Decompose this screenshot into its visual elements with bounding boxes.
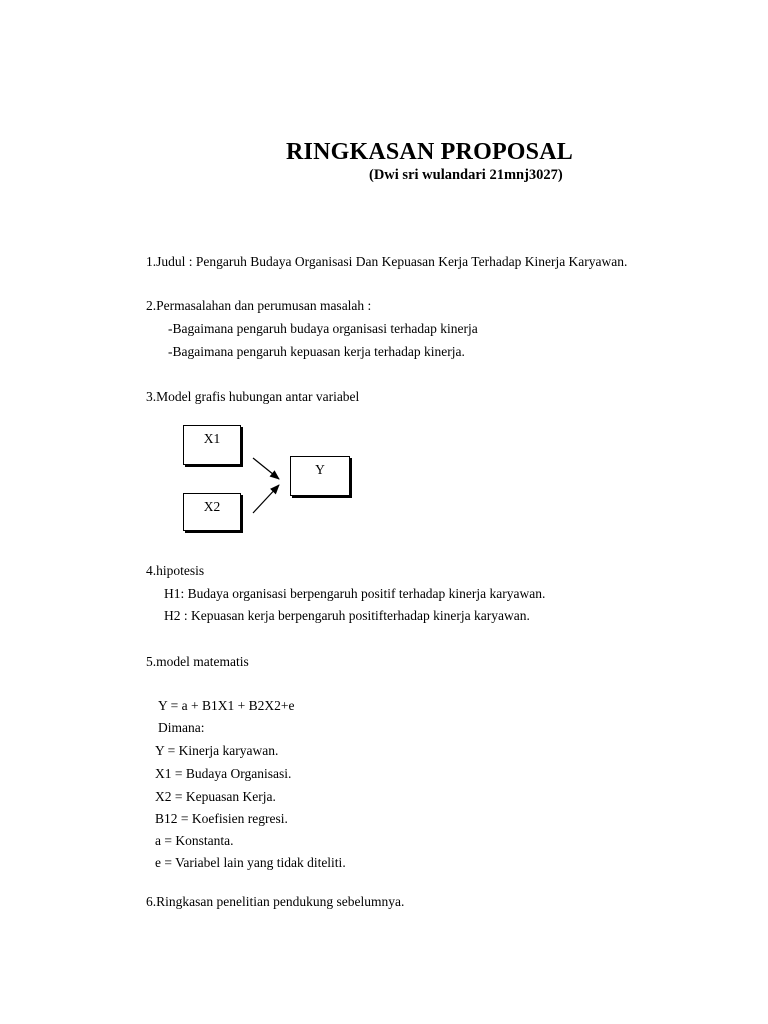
permasalahan-item-2: -Bagaimana pengaruh kepuasan kerja terhadap kinerja. [168,344,465,359]
document-title: RINGKASAN PROPOSAL [286,139,573,165]
dimana-label: Dimana: [158,720,205,735]
section-permasalahan-heading: 2.Permasalahan dan perumusan masalah : [146,298,372,313]
definition-x1: X1 = Budaya Organisasi. [155,766,292,781]
definition-a: a = Konstanta. [155,833,234,848]
document-subtitle: (Dwi sri wulandari 21mnj3027) [369,167,563,183]
definition-b12: B12 = Koefisien regresi. [155,811,288,826]
section-hipotesis-heading: 4.hipotesis [146,563,205,578]
permasalahan-item-1: -Bagaimana pengaruh budaya organisasi terhadap kinerja [168,321,478,336]
hipotesis-h1: H1: Budaya organisasi berpengaruh positif terhadap kinerja karyawan. [164,586,546,601]
box-x1-label: X1 [203,431,221,446]
section-ringkasan: 6.Ringkasan penelitian pendukung sebelumnya. [146,894,405,909]
equation: Y = a + B1X1 + B2X2+e [158,698,295,713]
section-judul: 1.Judul : Pengaruh Budaya Organisasi Dan Kepuasan Kerja Terhadap Kinerja Karyawan. [146,254,628,269]
definition-e: e = Variabel lain yang tidak diteliti. [155,855,346,870]
box-x2-label: X2 [203,499,221,514]
hipotesis-h2: H2 : Kepuasan kerja berpengaruh positifterhadap kinerja karyawan. [164,608,530,623]
arrow-x2-to-y [253,485,279,513]
definition-y: Y = Kinerja karyawan. [155,743,279,758]
definition-x2: X2 = Kepuasan Kerja. [155,789,276,804]
box-y-label: Y [315,462,325,477]
arrow-x1-to-y [253,458,279,479]
section-model-grafis-heading: 3.Model grafis hubungan antar variabel [146,389,360,404]
section-model-matematis-heading: 5.model matematis [146,654,249,669]
